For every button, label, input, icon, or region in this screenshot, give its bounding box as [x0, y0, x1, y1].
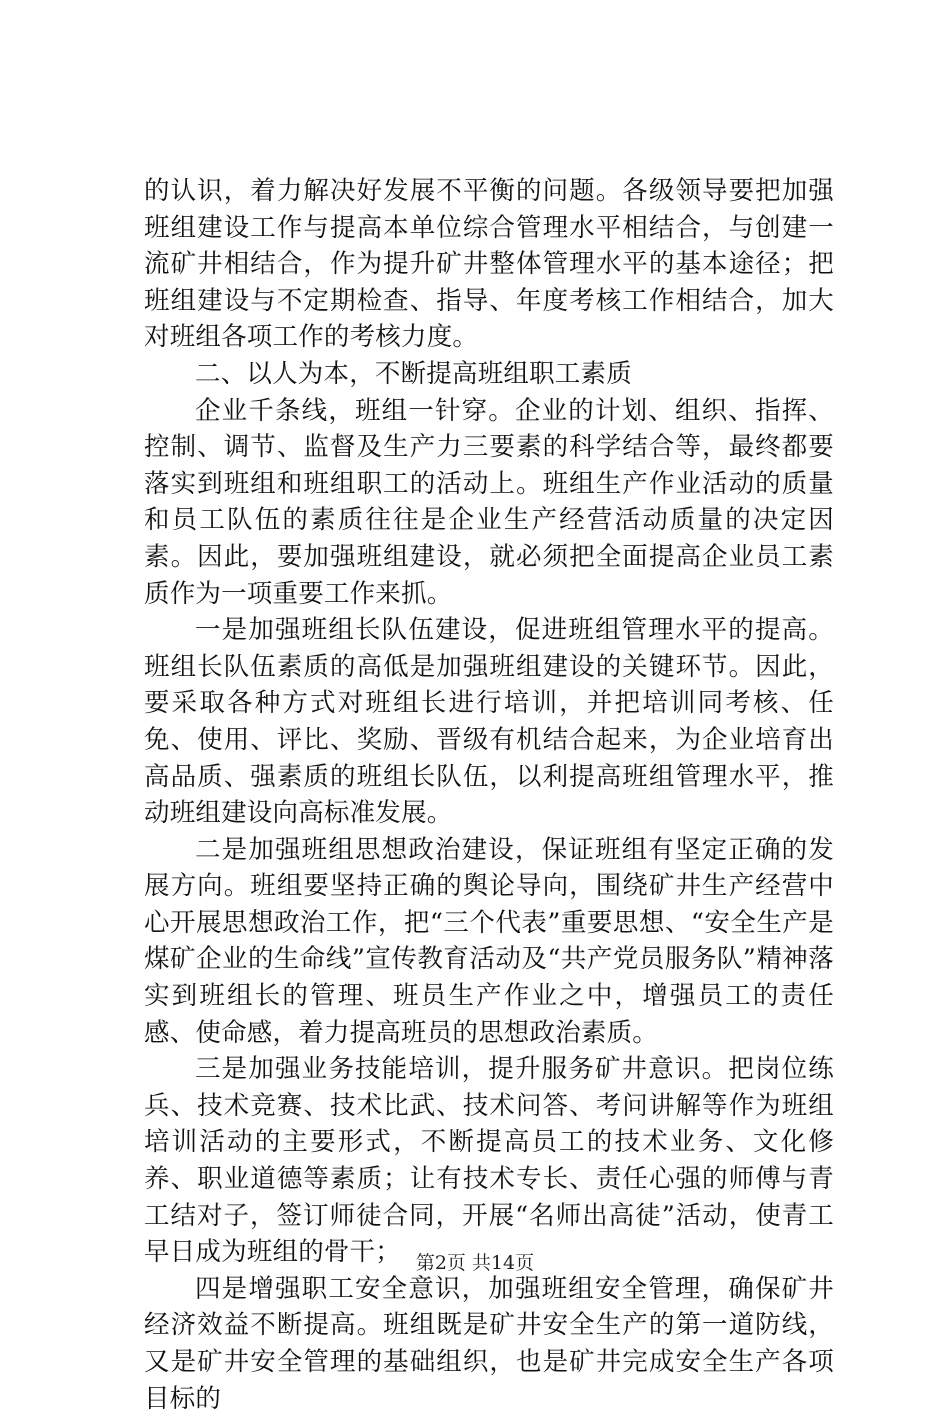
paragraph: 三是加强业务技能培训，提升服务矿井意识。把岗位练兵、技术竞赛、技术比武、技术问答、考问讲解等作为班组培训活动的主要形式，不断提高员工的技术业务、文化修养、职业道德等素质；让有技术专长、责任心强的师傅与青工结对子，签订师徒合同，开展“名师出高徒”活动，使青工早日成为班组的骨干；	[144, 1054, 834, 1268]
paragraph: 四是增强职工安全意识，加强班组安全管理，确保矿井经济效益不断提高。班组既是矿井安全生产的第一道防线，又是矿井安全管理的基础组织，也是矿井完成安全生产各项目标的	[144, 1273, 834, 1414]
document-body	[144, 173, 834, 1417]
section-heading: 二、以人为本，不断提高班组职工素质	[195, 358, 632, 389]
paragraph: 一是加强班组长队伍建设，促进班组管理水平的提高。班组长队伍素质的高低是加强班组建设的关键环节。因此，要采取各种方式对班组长进行培训，并把培训同考核、任免、使用、评比、奖励、晋级有机结合起来，为企业培育出高品质、强素质的班组长队伍，以利提高班组管理水平，推动班组建设向高标准发展。	[144, 615, 834, 829]
paragraph: 企业千条线，班组一针穿。企业的计划、组织、指挥、控制、调节、监督及生产力三要素的科学结合等，最终都要落实到班组和班组职工的活动上。班组生产作业活动的质量和员工队伍的素质往往是企业生产经营活动质量的决定因素。因此，要加强班组建设，就必须把全面提高企业员工素质作为一项重要工作来抓。	[144, 395, 834, 609]
paragraph-continuation: 的认识，着力解决好发展不平衡的问题。各级领导要把加强班组建设工作与提高本单位综合管理水平相结合，与创建一流矿井相结合，作为提升矿井整体管理水平的基本途径；把班组建设与不定期检查、指导、年度考核工作相结合，加大对班组各项工作的考核力度。	[144, 176, 834, 353]
paragraph: 二是加强班组思想政治建设，保证班组有坚定正确的发展方向。班组要坚持正确的舆论导向，围绕矿井生产经营中心开展思想政治工作，把“三个代表”重要思想、“安全生产是煤矿企业的生命线”宣传教育活动及“共产党员服务队”精神落实到班组长的管理、班员生产作业之中，增强员工的责任感、使命感，着力提高班员的思想政治素质。	[144, 834, 834, 1048]
page-number-footer: 第2页 共14页	[415, 1252, 535, 1274]
